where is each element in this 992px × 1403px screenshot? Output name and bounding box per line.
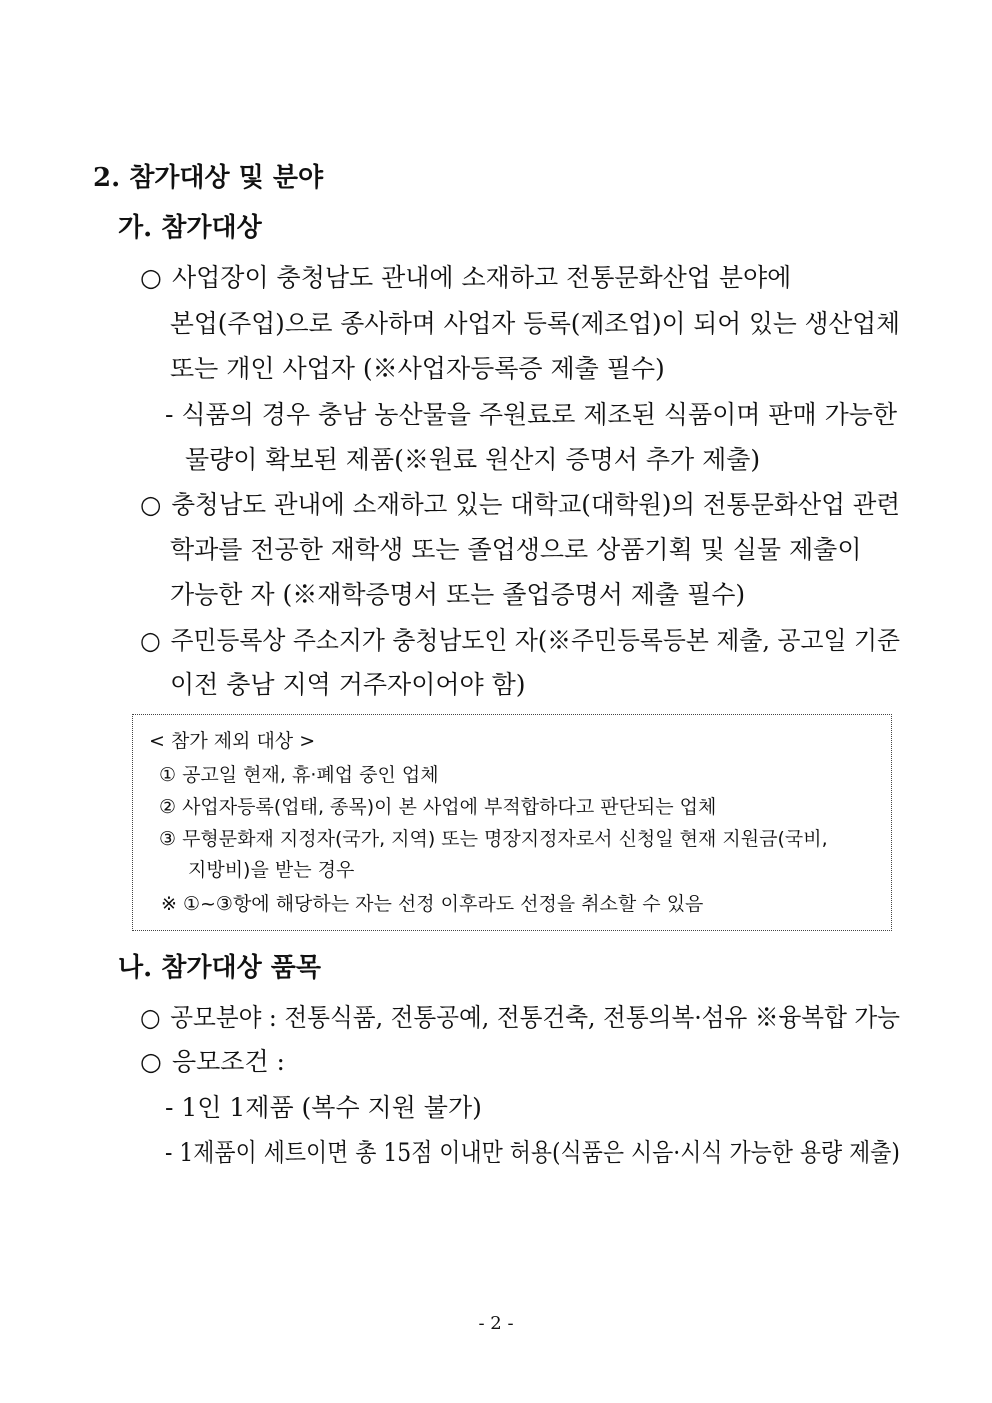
list-item: ○ 응모조건 :	[140, 1047, 285, 1076]
subsection-b-title: 나. 참가대상 품목	[118, 953, 321, 983]
list-item-line: 학과를 전공한 재학생 또는 졸업생으로 상품기획 및 실물 제출이	[170, 535, 862, 564]
exclusion-box-title: < 참가 제외 대상 >	[149, 730, 316, 752]
list-item: ○ 사업장이 충청남도 관내에 소재하고 전통문화산업 분야에	[140, 263, 792, 292]
list-item-line: 또는 개인 사업자 (※사업자등록증 제출 필수)	[170, 354, 665, 383]
page-number: - 2 -	[478, 1313, 514, 1334]
exclusion-item-continuation: 지방비)을 받는 경우	[188, 859, 355, 881]
list-item-line: 가능한 자 (※재학증명서 또는 졸업증명서 제출 필수)	[170, 580, 746, 609]
list-item-line: 본업(주업)으로 종사하며 사업자 등록(제조업)이 되어 있는 생산업체	[170, 309, 901, 338]
section-title: 2. 참가대상 및 분야	[93, 163, 324, 193]
exclusion-note: ※ ①~③항에 해당하는 자는 선정 이후라도 선정을 취소할 수 있음	[161, 893, 704, 915]
exclusion-box	[132, 714, 892, 931]
condition-item: - 1제품이 세트이면 총 15점 이내만 허용(식품은 시음·시식 가능한 용량 제출)	[165, 1138, 900, 1167]
exclusion-item: ① 공고일 현재, 휴·폐업 중인 업체	[159, 764, 439, 786]
circle-bullet-icon: ○	[140, 626, 161, 655]
list-item: ○ 공모분야 : 전통식품, 전통공예, 전통건축, 전통의복·섬유 ※융복합 가능	[140, 1003, 900, 1032]
exclusion-item: ③ 무형문화재 지정자(국가, 지역) 또는 명장지정자로서 신청일 현재 지원금(국비,	[159, 828, 828, 850]
exclusion-item: ② 사업자등록(업태, 종목)이 본 사업에 부적합하다고 판단되는 업체	[159, 796, 717, 818]
condition-item: - 1인 1제품 (복수 지원 불가)	[165, 1093, 482, 1122]
sub-list-item: - 식품의 경우 충남 농산물을 주원료로 제조된 식품이며 판매 가능한	[165, 400, 898, 429]
circle-bullet-icon: ○	[140, 263, 162, 292]
circle-bullet-icon: ○	[140, 1003, 161, 1032]
circle-bullet-icon: ○	[140, 490, 162, 519]
list-item-line: 이전 충남 지역 거주자이어야 함)	[170, 670, 526, 699]
sub-list-item-line: 물량이 확보된 제품(※원료 원산지 증명서 추가 제출)	[185, 445, 761, 474]
list-item: ○ 충청남도 관내에 소재하고 있는 대학교(대학원)의 전통문화산업 관련	[140, 490, 901, 519]
list-item: ○ 주민등록상 주소지가 충청남도인 자(※주민등록등본 제출, 공고일 기준	[140, 626, 901, 655]
subsection-a-title: 가. 참가대상	[118, 213, 262, 243]
circle-bullet-icon: ○	[140, 1047, 162, 1076]
dash-bullet: -	[165, 400, 174, 429]
